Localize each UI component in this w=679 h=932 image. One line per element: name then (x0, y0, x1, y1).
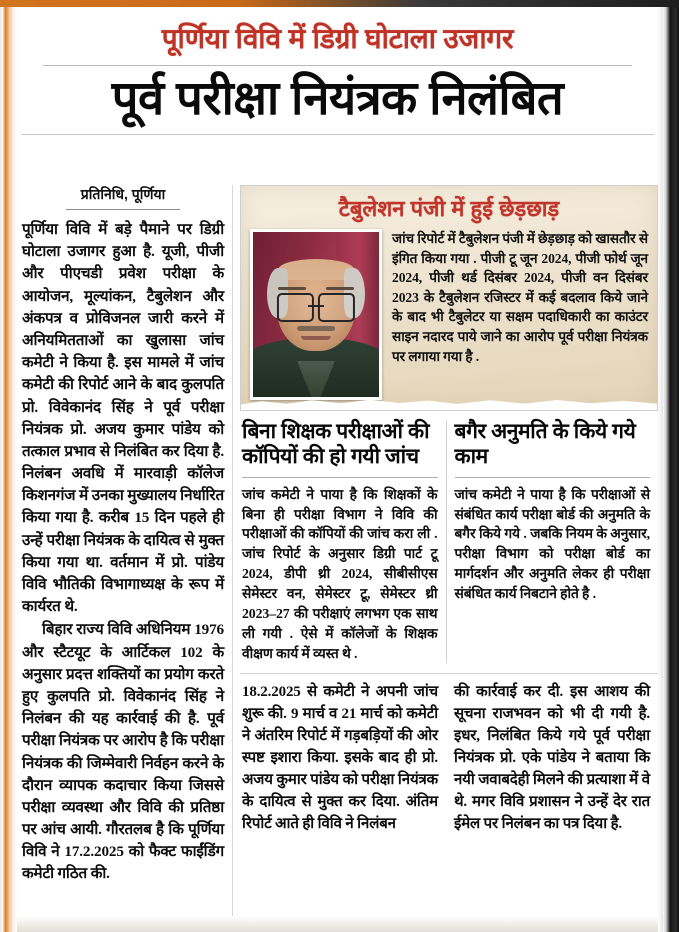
subsection-two-heading: बगैर अनुमति के किये गये काम (454, 420, 636, 468)
highlight-box-title: टैबुलेशन पंजी में हुई छेड़छाड़ (338, 196, 560, 221)
scan-edge-left (0, 7, 13, 932)
main-headline: पूर्व परीक्षा नियंत्रक निलंबित (111, 71, 564, 125)
subsection-one-text: जांच कमेटी ने पाया है कि शिक्षकों के बिना ही परीक्षा विभाग ने विवि की परीक्षाओं की कॉपियों की जांच करा ली . जांच रिपोर्ट के अनुसार डिग्री पार्ट टू 2024, डीपी थ्री 2024, सीबीसीएस सेमेस्टर वन, सेमेस्टर टू, सेमेस्टर थ्री 2023–27 की परीक्षाएं लगभग एक साथ ली गयी . ऐसे में कॉलेजों के शिक्षक वीक्षण कार्य में व्यस्त थे . (242, 486, 438, 661)
continuation-text-left: 18.2.2025 से कमेटी ने अपनी जांच शुरू की. 9 मार्च व 21 मार्च को कमेटी ने अंतरिम रिपोर्ट में गड़बड़ियों की ओर स्पष्ट इशारा किया. इसके बाद ही प्रो. अजय कुमार पांडेय को परीक्षा नियंत्रक के दायित्व से मुक्त कर दिया. अंतिम रिपोर्ट आते ही विवि ने निलंबन (242, 684, 438, 832)
continuation-row (240, 673, 658, 920)
subsection-one-heading: बिना शिक्षक परीक्षाओं की कॉपियों की हो गयी जांच (242, 420, 430, 468)
continuation-column-left (240, 682, 446, 920)
highlight-box-caption (392, 229, 648, 366)
portrait-photo (250, 229, 382, 400)
right-zone (233, 185, 658, 920)
byline: प्रतिनिधि, पूर्णिया (80, 186, 166, 202)
photo-moustache (297, 326, 335, 331)
subsection-two-rule (455, 477, 651, 478)
kicker-headline: पूर्णिया विवि में डिग्री घोटाला उजागर (161, 23, 514, 54)
article-sheet (17, 7, 658, 932)
subsections-row (240, 420, 658, 663)
scan-edge-left-inner (13, 7, 17, 932)
second-paragraph: बिहार राज्य विवि अधिनियम 1976 और स्टैटयूट के आर्टिकल 102 के अनुसार प्रदत्त शक्तियों का प्रयोग करते हुए कुलपति प्रो. विवेकानंद सिंह ने निलंबन की यह कार्रवाई की है. पूर्व परीक्षा नियंत्रक पर आरोप है कि परीक्षा नियंत्रक की जिम्मेवारी निर्वहन करने के दौरान व्यापक कदाचार किया जिससे परीक्षा व्यवस्था और विवि की प्रतिष्ठा पर आंच आयी. गौरतलब है कि पूर्णिया विवि ने 17.2.2025 को फैक्ट फाईंडिंग कमेटी गठित की. (22, 621, 224, 883)
highlight-box-body (250, 229, 648, 400)
scan-edge-bottom (0, 916, 679, 932)
photo-glasses-bridge (308, 305, 323, 307)
caption-text: जांच रिपोर्ट में टैबुलेशन पंजी में छेड़छाड़ को खासतौर से इंगित किया गया . पीजी टू जून 2024, पीजी फोर्थ जून 2024, पीजी थर्ड दिसंबर 2024, पीजी वन दिसंबर 2023 के टैबुलेशन रजिस्टर में कई बदलाव किये जाने के बाद भी टैबुलेटर या सक्षम पदाधिकारी का काउंटर साइन नदारद पाये जाने का आरोप (392, 231, 648, 344)
continuation-column-right (446, 682, 658, 920)
masthead-rule (21, 134, 654, 135)
article-body (17, 185, 658, 920)
subsection-one (240, 420, 447, 663)
scan-edge-right (663, 7, 679, 932)
lead-paragraph (22, 219, 224, 618)
byline-rule (66, 209, 180, 210)
photo-mouth (301, 336, 331, 340)
column-one (17, 185, 233, 920)
photo-eyebrow-right (326, 287, 354, 290)
subsection-two-text: जांच कमेटी ने पाया है कि परीक्षाओं से संबंधित कार्य परीक्षा बोर्ड की अनुमति के बगैर किये गये . जबकि नियम के अनुसार, परीक्षा विभाग को परीक्षा बोर्ड का मार्गदर्शन और अनुमति लेकर ही परीक्षा संबंधित कार्य निबटाने होते है . (454, 486, 650, 602)
subsection-one-rule (242, 477, 438, 478)
photo-forehead (278, 259, 354, 280)
scan-edge-top (0, 0, 679, 7)
caption-bold-text: पूर्व परीक्षा नियंत्रक पर लगाया गया है . (392, 329, 648, 364)
highlight-box (240, 185, 658, 411)
photo-eyebrow-left (278, 287, 306, 290)
subsection-two (447, 420, 659, 663)
continuation-text-right: की कार्रवाई कर दी. इस आशय की सूचना राजभवन को भी दी गयी है. इधर, निलंबित किये गये पूर्व परीक्षा नियंत्रक प्रो. एके पांडेय ने बताया कि नयी जवाबदेही मिलने की प्रत्याशा में वे थे. मगर विवि प्रशासन ने उन्हें देर रात ईमेल पर निलंबन का पत्र दिया है. (454, 684, 650, 832)
dateline: पूर्णिया (22, 221, 58, 238)
lead-text: विवि में बड़े पैमाने पर डिग्री घोटाला उजागर हुआ है. यूजी, पीजी और पीएचडी प्रवेश परीक्षा के आयोजन, मूल्यांकन, टैबुलेशन और अंकपत्र व प्रोविजनल जारी करने में अनियमितताओं का खुलासा जांच कमेटी ने किया है. इस मामले में जांच कमेटी की रिपोर्ट आने के बाद कुलपति प्रो. विवेकानंद सिंह ने पूर्व परीक्षा नियंत्रक प्रो. अजय कुमार पांडेय को तत्काल प्रभाव से निलंबित कर दिया है. निलंबन अवधि में मारवाड़ी कॉलेज किशनगंज में उनका मुख्यालय निर्धारित किया गया है. करीब 15 दिन पहले ही उन्हें परीक्षा नियंत्रक के दायित्व से मुक्त किया गया था. वर्तमान में प्रो. पांडेय विवि भौतिकी विभागाध्यक्ष के रूप में कार्यरत थे. (22, 221, 224, 616)
